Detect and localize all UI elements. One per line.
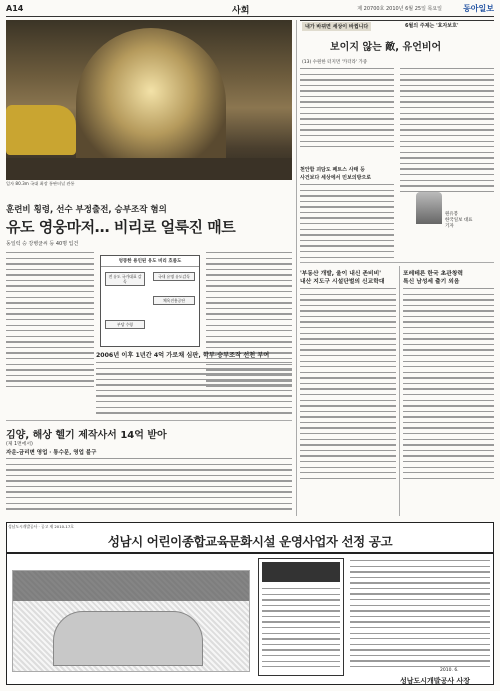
ad-date: 2010. 6. bbox=[440, 668, 459, 673]
body-text-bottom bbox=[6, 458, 292, 514]
ground bbox=[6, 158, 292, 180]
columnist-portrait bbox=[416, 192, 442, 224]
banner-left: 내가 바뀌면 세상이 바뀝니다 bbox=[302, 22, 371, 31]
body-text-lower bbox=[96, 362, 292, 418]
story2-headline-2: 내산 지도구 시설단벌의 신교학대 bbox=[300, 279, 385, 285]
story3-headline-1: 포레테른 한국 초관창력 bbox=[403, 271, 464, 277]
column-text-3 bbox=[400, 68, 494, 196]
divider bbox=[6, 420, 292, 421]
tunnel-opening bbox=[76, 28, 226, 168]
section-title: 사회 bbox=[232, 6, 250, 16]
header-rule bbox=[6, 16, 494, 17]
column-text-1 bbox=[300, 68, 394, 152]
photo-caption: 일자 80.3m 국대 최장 통판터널 관통 bbox=[6, 181, 75, 186]
column-subhead-2: 사건보다 세상에서 민보의방으로 bbox=[300, 175, 372, 181]
story2-text bbox=[300, 288, 396, 483]
issue-date: 제 20700호 2010년 6월 25일 목요일 bbox=[357, 6, 442, 12]
main-headline: 유도 영웅마저… 비리로 얼룩진 매트 bbox=[6, 218, 236, 236]
page-number: A14 bbox=[6, 4, 24, 13]
ad-title: 성남시 어린이종합교육문화시설 운영사업자 선정 공고 bbox=[107, 534, 393, 549]
ad-divider bbox=[6, 552, 494, 554]
column-headline: 보이지 않는 敵, 유언비어 bbox=[330, 42, 442, 53]
flow-node: 부당 수령 bbox=[105, 320, 145, 329]
story-headline: 김양, 해상 헬기 제작사서 14억 받아 bbox=[6, 430, 167, 441]
ad-info-header bbox=[262, 562, 340, 582]
column-divider bbox=[296, 20, 297, 516]
ad-table-text bbox=[262, 588, 340, 672]
column-byline: (13) 수원한 터지면 '카더라' 가중 bbox=[302, 60, 368, 65]
flow-chart-title: 엉뚱한 용인된 유도 비리 흐름도 bbox=[101, 256, 199, 267]
ad-building-image bbox=[12, 570, 250, 672]
flow-chart-box bbox=[100, 255, 200, 347]
columnist-name: 원유봉 한국일보 대표 기자 bbox=[445, 212, 473, 229]
divider bbox=[300, 262, 494, 263]
column-text-2 bbox=[300, 184, 394, 262]
story-subhead: 자운-금리변 영업 · 통수문, 영업 불구 bbox=[6, 450, 97, 456]
flow-node: 국내 유명 유도감독 bbox=[153, 272, 195, 281]
story-subhead-2: 2006년 이후 1년간 4억 가로채 심판, 학부·승부조작 선천 부여 bbox=[96, 352, 270, 359]
ad-body-text bbox=[350, 560, 490, 672]
banner-right: 6월의 주제는 '효자보호' bbox=[405, 23, 459, 29]
newspaper-logo: 동아일보 bbox=[463, 4, 494, 13]
column-divider bbox=[399, 266, 400, 516]
building-illustration bbox=[53, 611, 203, 666]
ad-notice-number: 성남도시개발공사 · 공고 제 2010-17호 bbox=[8, 524, 74, 529]
excavator bbox=[6, 105, 76, 155]
story3-text bbox=[403, 288, 494, 483]
story3-headline-2: 특신 남성세 출기 외음 bbox=[403, 279, 460, 285]
body-text-col1 bbox=[6, 252, 94, 391]
column-subhead-1: 천안함 괴담도 페트스 사태 등 bbox=[300, 167, 365, 173]
tunnel-photo bbox=[6, 20, 292, 180]
story-subhead: 동일럭 승 강병균씨 등 40명 입건 bbox=[6, 241, 79, 247]
flow-node: 전 유도 국가대표 감독 bbox=[105, 272, 145, 286]
ad-signature: 성남도시개발공사 사장 bbox=[400, 677, 471, 685]
story-dateline: (제 1면에서) bbox=[6, 442, 33, 447]
story2-headline-1: '부동산 개발, 울이 내신 존비비' bbox=[300, 271, 382, 277]
headline-kicker: 훈련비 횡령, 선수 부정출전, 승부조작 혐의 bbox=[6, 205, 167, 215]
ad-image-banner bbox=[13, 571, 250, 601]
flow-node: 체육진흥공단 bbox=[153, 296, 195, 305]
